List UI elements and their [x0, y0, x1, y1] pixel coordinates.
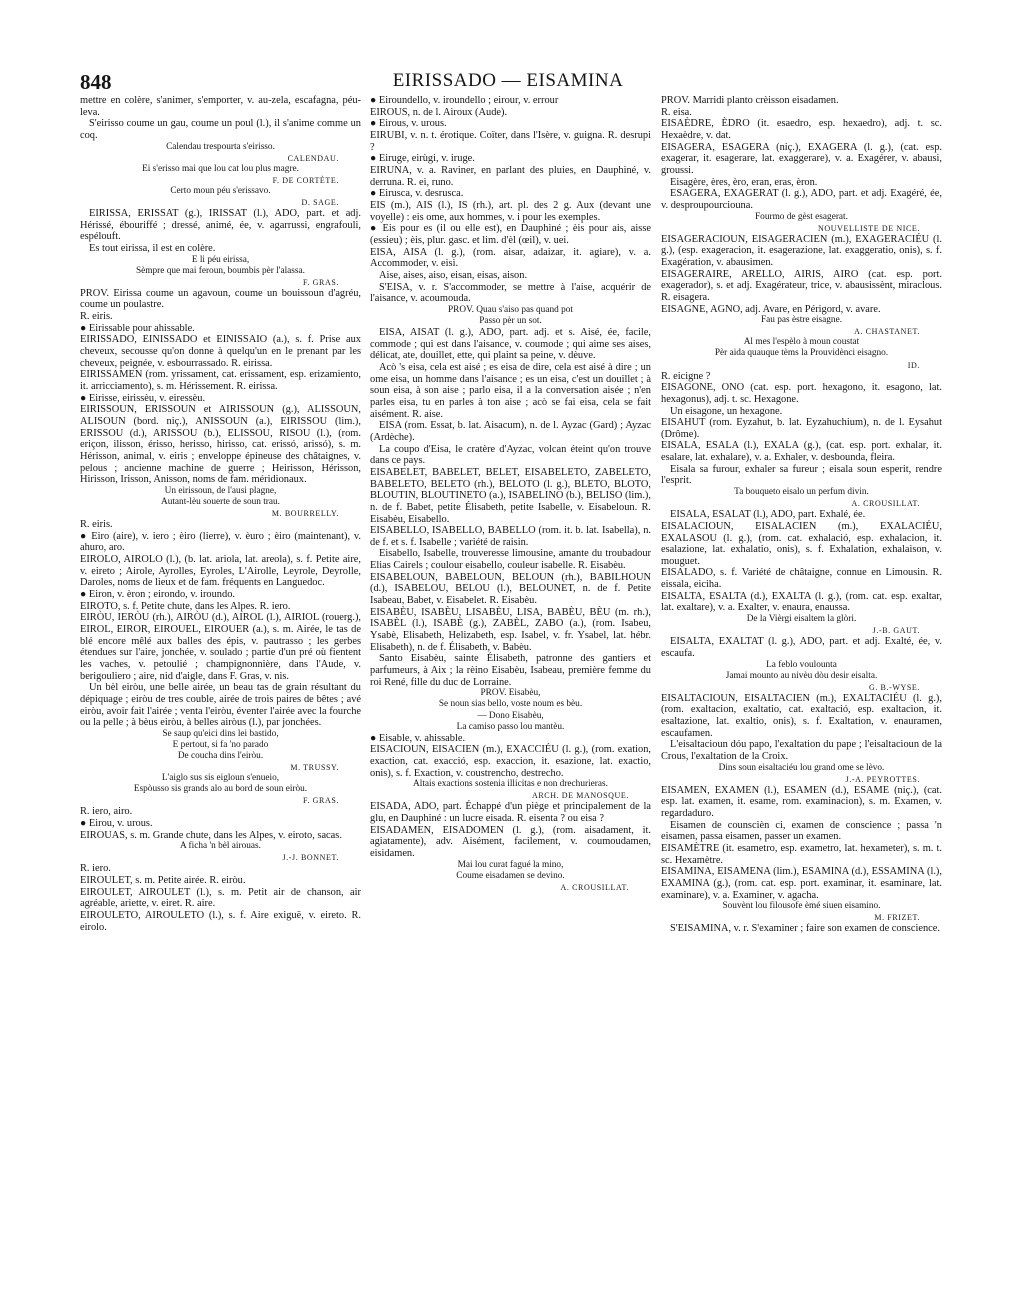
quotation-line: De la Vièrgi eisaltem la glòri. — [746, 614, 857, 625]
quotation-line: — Dono Eisabèu, — [477, 710, 544, 721]
entry-text: R. eiris. — [80, 519, 113, 531]
entry-text: EISAMEN, EXAMEN (l.), ESAMEN (d.), ESAME (niç.), (cat. esp. lat. examen, it. esame, rom. examinacion), s. m. Examen, v. regardaduro. — [661, 784, 942, 820]
quotation-line: Passo pèr un sot. — [479, 315, 542, 326]
entry-text: EISA, AISAT (l. g.), ADO, part. adj. et s. Aisé, ée, facile, commode ; qui est dans l'aisance, v. coumode ; qui aime ses aises, délicat, ate, douillet, ette, qui plaint sa peine, v. dèuve. — [370, 327, 651, 362]
entry-text: Santo Eisabèu, sainte Élisabeth, patronne des gantiers et parfumeurs, à Aix ; la rèino Eisabèu, Isabeau, première femme du roi René, fille du duc de Lorraine. — [370, 653, 651, 688]
entry-text: EISAGERAIRE, ARELLO, AIRIS, AIRO (cat. esp. port. exagerador), s. et adj. Exagérateur, trice, v. abausissènt, miraclous. R. eisagera. — [661, 268, 942, 303]
quotation-source: M. TRUSSY. — [290, 763, 339, 773]
entry-text: EIROULET, s. m. Petite airée. R. eiròu. — [80, 875, 246, 887]
quotation-line: PROV. Eisabèu, — [480, 688, 541, 699]
entry-text: Eisala sa furour, exhaler sa fureur ; eisala soun esperit, rendre l'esprit. — [661, 463, 942, 487]
entry-text: EIRISSAMEN (rom. yrissament, cat. erissament, esp. erizamiento, it. arricciamento), s. m. Hérissement. R. eirissa. — [80, 369, 361, 392]
entry-text: ● Eirou, v. urous. — [80, 818, 153, 829]
quotation-line: De coucha dins l'eiròu. — [177, 751, 264, 762]
entry-text: S'EISA, v. r. S'accommoder, se mettre à l'aise, acquérir de l'aisance, v. acoumouda. — [370, 281, 651, 305]
entry-text: ESAGERA, EXAGERAT (l. g.), ADO, part. et adj. Exagéré, ée, v. desproupourciouna. — [661, 188, 942, 211]
entry-text: Un eisagone, un hexagone. — [670, 405, 783, 417]
entry-text: R. iero, airo. — [80, 806, 133, 818]
entry-text: ● Eis pour es (il ou elle est), en Dauphiné ; èis pour ais, aisse (essieu) ; èis, plur. gasc. et lim. d'èl (œil), v. uei. — [370, 223, 651, 246]
middle-column — [370, 95, 651, 893]
quotation-line: Dins soun eisaltaciéu lou grand ome se lèvo. — [718, 762, 885, 773]
quotation-line: Ta bouqueto eisalo un perfum divin. — [734, 487, 869, 498]
entry-text: EISADAMEN, EISADOMEN (l. g.), (rom. aisadament, it. agiatamente), adv. Aisément, facilement, v. coumoudamen, eisidamen. — [370, 824, 651, 860]
entry-text: S'eirisso coume un gau, coume un poul (l.), il s'anime comme un coq. — [80, 118, 361, 141]
entry-text: EISALACIOUN, EISALACIEN (m.), EXALACIÉU, EXALASOU (l. g.), (rom. cat. exhalació, esp. exhalacion, it. esalazione, lat. exhalatio, onis), s. f. Exhalation, exhalaison, v. mouguet. — [661, 520, 942, 567]
entry-text: EISALADO, s. f. Variété de châtaigne, connue en Limousin. R. eissala, eiciha. — [661, 567, 942, 591]
entry-text: EISACIOUN, EISACIEN (m.), EXACCIÉU (l. g.), (rom. exation, exaction, cat. exacció, esp. exaccion, it. esazione, lat. exactio, onis), s. f. Exaction, v. coustrencho, destrecho. — [370, 744, 651, 779]
quotation-source: A. CHASTANET. — [854, 327, 920, 337]
quotation-line: Ei s'erisso mai que lou cat lou plus magre. — [142, 163, 299, 174]
entry-text: EISAGERACIOUN, EISAGERACIEN (m.), EXAGERACIÉU (l. g.), (esp. exageracion, it. esagerazione, lat. exaggeratio, onis), s. f. Exagération, v. abausimen. — [661, 233, 942, 268]
entry-text: ● Eirous, v. urous. — [370, 118, 447, 130]
entry-text: ● Eiron, v. èron ; eirondo, v. iroundo. — [80, 589, 235, 600]
quotation-line: Se noun sias bello, voste noum es bèu. — [438, 699, 583, 710]
quotation-line: La camiso passo lou mantèu. — [456, 721, 565, 732]
quotation-source: D. SAGE. — [301, 197, 339, 207]
entry-text: EIROLO, AIROLO (l.), (b. lat. ariola, lat. areola), s. f. Petite aire, v. eireto ; Airole, Ayrolles, Eyroles, L'Airolle, Leyrole, Deyrolle, Daroles, noms de lieux et de fam. fréquents en Languedoc. — [80, 554, 361, 589]
running-title: EIRISSADO — EISAMINA — [392, 70, 624, 91]
entry-text: EIRÒU, IERÒU (rh.), AIRÒU (d.), AIROL (l.), AIRIOL (rouerg.), EIROL, EIROR, EIROUEL, EIROUER (a.), s. m. Airée, le tas de blé encore mêlé aux balles des épis, v. pautrasso ; les gerbes étendues sur l'aire, jonchée, v. soulado ; partie d'un pré où fientent les vaches, v. petoulié ; champignonnière, dans l'Aude, v. berigouliero ; aire, nid d'aigle, dans F. Gras, v. nis. — [80, 612, 361, 682]
entry-text: EIRUNA, v. a. Raviner, en parlant des pluies, en Dauphiné, v. derruna. R. ei, runo. — [370, 164, 651, 188]
quotation-line: Souvènt lou filousofe èmé siuen eisamino. — [722, 901, 881, 912]
entry-text: Acò 's eisa, cela est aisé ; es eisa de dire, cela est aisé à dire ; un ome eisa, un homme dans l'aisance ; es un eisa, c'est un douillet ; à soun eisa, à son aise ; parlo eisa, il a la conversation aisée ; n'en parles eisa, tu en parles à ton aise ; acò se fai eisa, cela se fait aisément. R. aise. — [370, 361, 651, 420]
entry-text: ● Eirusca, v. desrusca. — [370, 188, 464, 200]
entry-text: EISALA, ESALA (l.), EXALA (g.), (cat. esp. port. exhalar, it. esalare, lat. exhalare), v. a. Exhaler, v. desbounda, fleira. — [661, 440, 942, 464]
entry-text: ● Eiruge, eirùgi, v. iruge. — [370, 153, 475, 165]
quotation-line: Calendau trespourta s'eirisso. — [166, 141, 275, 152]
entry-text: ● Eiro (aire), v. iero ; èiro (lierre), v. èuro ; èiro (maintenant), v. ahuro, aro. — [80, 530, 361, 554]
entry-text: EISADA, ADO, part. Échappé d'un piège et principalement de la glu, en Dauphiné : un lucre eisada. R. eisenta ? ou eisa ? — [370, 801, 651, 825]
quotation-line: Fourmo de gèst esagerat. — [755, 211, 848, 222]
entry-text: EISAMÈTRE (it. esametro, esp. exametro, lat. hexameter), s. m. t. sc. Hexamètre. — [661, 843, 942, 866]
quotation-line: Altais exactions sostenia illicitas e non drechurieras. — [413, 779, 608, 790]
entry-text: PROV. Marridi planto crèisson eisadamen. — [661, 95, 839, 106]
quotation-line: Certo moun péu s'erissavo. — [170, 185, 271, 196]
entry-text: ● Eirissable pour ahissable. — [80, 322, 195, 334]
quotation-line: Jamai mounto au nivèu dòu desir eisalta. — [725, 670, 878, 681]
entry-text: EISA (rom. Essat, b. lat. Aisacum), n. de l. Ayzac (Gard) ; Ayzac (Ardèche). — [370, 420, 651, 443]
entry-text: EISABELET, BABELET, BELET, EISABELETO, ZABELETO, BABELETO, BELETO (rh.), BELOTO (l. g.), BLETO, BLOTO, BLOUTIN, BLOUTINETO (a.), ISABELINO (b.), BELISO (lim.), n. de f. Babet, petite Élisabeth, petite Isabelle, v. Eisabeloun. R. Eisabèu, Eisabello. — [370, 466, 651, 525]
entry-text: Eisabello, Isabelle, trouveresse limousine, amante du troubadour Elias Cairels ; coulour eisabello, couleur isabelle. R. Eisabèu. — [370, 548, 651, 572]
quotation-line: Mai lou curat fagué la mino, — [457, 859, 564, 870]
entry-text: Eisagère, ères, èro, eran, eras, èron. — [670, 176, 818, 188]
entry-text: EISAMINA, EISAMENA (lim.), ESAMINA (d.), ESSAMINA (l.), EXAMINA (g.), (rom. cat. esp. port. examinar, it. esaminare, lat. examinare), v. a. Examiner, v. agacha. — [661, 866, 942, 901]
quotation-line: Coume eisadamen se devino. — [456, 870, 565, 881]
quotation-line: L'aiglo sus sis eigloun s'enueio, — [161, 773, 280, 784]
entry-text: EIROULETO, AIROULETO (l.), s. f. Aire exiguë, v. eireto. R. eirolo. — [80, 910, 361, 933]
entry-text: EIROULET, AIROULET (l.), s. m. Petit air de chanson, air agréable, ariette, v. eiret. R. aire. — [80, 886, 361, 910]
entry-text: Un bèl eiròu, une belle airée, un beau tas de grain résultant du dépiquage ; eiròu de tres couble, airée de trois paires de bêtes ; avé eiròu, avoir fait l'airée ; venta l'eiròu, éventer l'airée avec la fourche ou la pelle ; à bèus eiròu, à belles airòus (l.), par jonchées. — [80, 682, 361, 729]
quotation-line: E pertout, si fa 'no parado — [172, 739, 269, 750]
page-number: 848 — [80, 70, 112, 94]
entry-text: ● Eisable, v. ahissable. — [370, 732, 466, 744]
quotation-line: E li péu eirissa, — [191, 254, 250, 265]
quotation-source: NOUVELLISTE DE NICE. — [818, 223, 920, 233]
entry-text: EIROUS, n. de l. Airoux (Aude). — [370, 106, 508, 118]
quotation-line: Espòusso sis grands alo au bord de soun eiròu. — [133, 784, 308, 795]
quotation-source: F. DE CORTÈTE. — [272, 175, 339, 185]
entry-text: Es tout eirissa, il est en colère. — [89, 242, 216, 254]
entry-text: EISALTACIOUN, EISALTACIEN (m.), EXALTACIÉU (l. g.), (rom. exaltacion, exaltatio, cat. exaltació, esp. exaltacion, it. esaltazione, lat. exaltio, onis), s. f. Exaltation, v. enauramen, escaufamen. — [661, 692, 942, 739]
entry-text: EISAGERA, ESAGERA (niç.), EXAGERA (l. g.), (cat. esp. exagerar, it. esagerare, lat. exaggerare), v. a. Exagérer, v. abausi, groussi. — [661, 141, 942, 176]
entry-text: EIRISSADO, EINISSADO et EINISSAIO (a.), s. f. Prise aux cheveux, secousse qu'on donne à quelqu'un en le prenant par les cheveux, peignée, v. esbourrassado. R. eirissa. — [80, 334, 361, 369]
entry-text: EISALTA, ESALTA (d.), EXALTA (l. g.), (rom. cat. esp. exaltar, lat. exaltare), v. a. Exalter, v. enaura, enaussa. — [661, 590, 942, 614]
entry-text: EISAGONE, ONO (cat. esp. port. hexagono, it. esagono, lat. hexagonus), adj. t. sc. Hexagone. — [661, 382, 942, 405]
quotation-line: PROV. Quau s'aiso pas quand pot — [448, 304, 573, 315]
entry-text: EIRISSOUN, ERISSOUN et AIRISSOUN (g.), ALISSOUN, ALISOUN (bord. niç.), ANISSOUN (a.), EIRISSOU (lim.), ERISSOU (d.), ARISSOU (b.), ELISSOU, RISOU (l.), (rom. eriçon, ilisson, érisso, herisso, hirisso, cat. erissó, arissó), s. m. Hérisson, animal, v. eiris ; enveloppe épineuse des châtaignes, v. pelous ; ancienne machine de guerre ; Heirisson, Hérisson, Hirisson, Irisson, Anisson, noms de fam. méridionaux. — [80, 404, 361, 486]
quotation-line: Pèr aida quauque tèms la Prouvidènci eisagno. — [714, 348, 889, 359]
quotation-source: M. FRIZET. — [874, 913, 920, 923]
entry-text: EISAÈDRE, ÈDRO (it. esaedro, esp. hexaedro), adj. t. sc. Hexaèdre, v. dat. — [661, 118, 942, 141]
entry-text: La coupo d'Eisa, le cratère d'Ayzac, volcan éteint qu'on trouve dans ce pays. — [370, 443, 651, 467]
quotation-line: A ficha 'n bèl airouas. — [180, 841, 261, 852]
quotation-source: A. CROUSILLAT. — [851, 499, 920, 509]
quotation-source: J.-A. PEYROTTES. — [845, 774, 920, 784]
entry-text: PROV. Eirissa coume un agavoun, coume un bouissoun d'agréu, coume un poulastre. — [80, 287, 361, 311]
entry-text: Eisamen de counscièn ci, examen de conscience ; passa 'n eisamen, passa eisamen, passer un examen. — [661, 819, 942, 843]
quotation-line: Al mes l'espèlo à moun coustat — [743, 337, 860, 348]
quotation-line: Se saup qu'eici dins lei bastido, — [162, 728, 279, 739]
entry-text: EIS (m.), AIS (l.), IS (rh.), art. pl. des 2 g. Aux (devant une voyelle) : eis ome, aux hommes, v. i pour les exemples. — [370, 199, 651, 223]
quotation-line: Un eirissoun, de l'ausi plagne, — [164, 485, 277, 496]
quotation-source: F. GRAS. — [303, 277, 339, 287]
quotation-source: G. B.-WYSE. — [868, 682, 920, 692]
entry-text: EIRISSA, ERISSAT (g.), IRISSAT (l.), ADO, part. et adj. Hérissé, ébouriffé ; dressé, animé, ée, v. agarrussi, engrafouli, espélouft. — [80, 207, 361, 243]
entry-text: Aise, aises, aiso, eisan, eisas, aison. — [379, 269, 528, 281]
quotation-source: CALENDAU. — [287, 153, 339, 163]
entry-text: R. eiris. — [80, 311, 113, 323]
quotation-line: La feblo voulounta — [766, 659, 837, 670]
entry-text: S'EISAMINA, v. r. S'examiner ; faire son examen de conscience. — [670, 923, 940, 935]
entry-text: EISAGNE, AGNO, adj. Avare, en Périgord, v. avare. — [661, 303, 881, 315]
entry-text: ● Eirisse, eirissèu, v. eiressèu. — [80, 392, 206, 404]
entry-text: EISALTA, EXALTAT (l. g.), ADO, part. et adj. Exalté, ée, v. escaufa. — [661, 636, 942, 659]
entry-text: R. iero. — [80, 863, 111, 875]
entry-text: EIRUBI, v. n. t. érotique. Coïter, dans l'Isère, v. guigna. R. desrupi ? — [370, 129, 651, 153]
quotation-line: Autant-lèu souerte de soun trau. — [160, 496, 281, 507]
entry-text: mettre en colère, s'animer, s'emporter, v. au-zela, escafagna, péu-leva. — [80, 95, 361, 118]
entry-text: EISA, AISA (l. g.), (rom. aisar, adaizar, it. agiare), v. a. Accommoder, v. eisi. — [370, 246, 651, 270]
entry-text: EISAHUT (rom. Eyzahut, b. lat. Eyzahuchium), n. de l. Eysahut (Drôme). — [661, 417, 942, 440]
quotation-source: A. CROUSILLAT. — [560, 882, 629, 892]
entry-text: EISALA, ESALAT (l.), ADO, part. Exhalé, ée. — [670, 509, 866, 521]
entry-text: R. eisa. — [661, 106, 692, 118]
entry-text: EISABÈU, ISABÈU, LISABÈU, LISA, BABÈU, BÈU (m. rh.), ISABÈL (l.), ISABÈ (g.), ZABÈL, ZABO (a.), (rom. Isabeu, Ysabè, Elisabeth, Helizabeth, esp. Isabel, v. fr. Ysabel, lat. hébr. Elisabeth), n. de f. Élisabeth, v. Babèu. — [370, 606, 651, 653]
entry-text: EIROUAS, s. m. Grande chute, dans les Alpes, v. eiroto, sacas. — [80, 829, 342, 841]
quotation-source: J.-J. BONNET. — [282, 853, 339, 863]
quotation-source: M. BOURRELLY. — [271, 509, 339, 519]
quotation-line: Sèmpre que mai feroun, boumbis pèr l'alassa. — [136, 265, 305, 276]
entry-text: ● Eiroundello, v. iroundello ; eirour, v. errour — [370, 95, 559, 106]
left-column — [80, 95, 361, 933]
quotation-source: J.-B. GAUT. — [872, 626, 920, 636]
quotation-line: Fau pas èstre eisagne. — [760, 315, 843, 326]
entry-text: L'eisaltacioun dóu papo, l'exaltation du pape ; l'eisaltacioun de la Crous, l'exaltation de la Croix. — [661, 739, 942, 762]
entry-text: EISABELOUN, BABELOUN, BELOUN (rh.), BABILHOUN (d.), ISABELOU, BELOU (l.), BELOUNET, n. de f. Petite Isabeau, Babet, v. Eisabelet. R. Eisabèu. — [370, 571, 651, 607]
quotation-source: ID. — [907, 360, 920, 370]
quotation-source: F. GRAS. — [303, 796, 339, 806]
entry-text: EIROTO, s. f. Petite chute, dans les Alpes. R. iero. — [80, 600, 291, 612]
quotation-source: ARCH. DE MANOSQUE. — [531, 791, 629, 801]
right-column — [661, 95, 942, 935]
entry-text: EISABELLO, ISABELLO, BABELLO (rom. it. b. lat. Isabella), n. de f. et s. f. Isabelle ; variété de raisin. — [370, 525, 651, 548]
entry-text: R. eicigne ? — [661, 370, 711, 382]
